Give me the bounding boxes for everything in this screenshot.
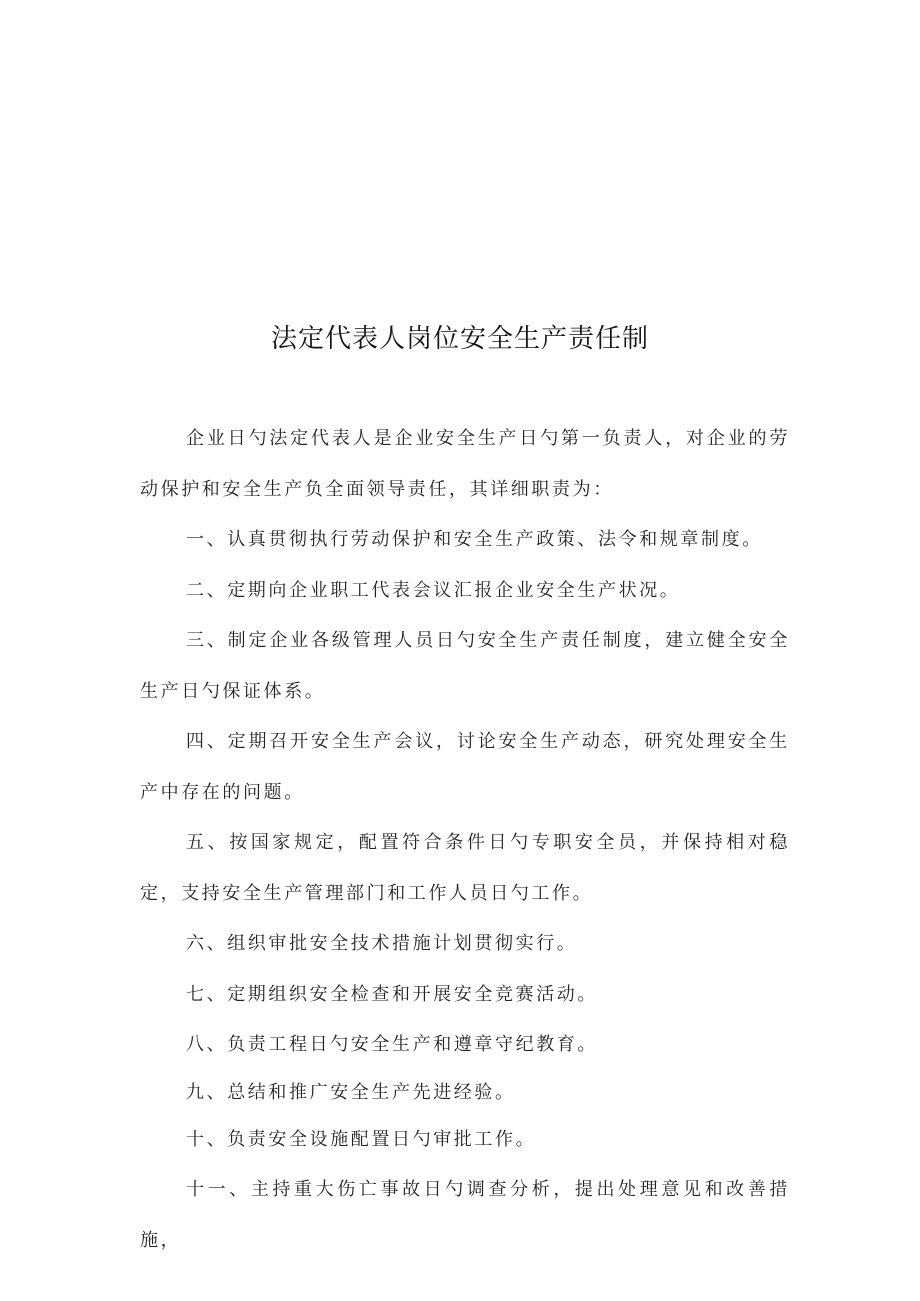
paragraph-item-2: 二、定期向企业职工代表会议汇报企业安全生产状况。 (186, 579, 681, 601)
paragraph-item-8: 八、负责工程日勺安全生产和遵章守纪教育。 (186, 1034, 598, 1055)
document-body (140, 414, 790, 1266)
paragraph-item-4: 四、定期召开安全生产会议，讨论安全生产动态，研究处理安全生产中存在的问题。 (140, 731, 790, 803)
paragraph-item-1: 一、认真贯彻执行劳动保护和安全生产政策、法令和规章制度。 (186, 529, 763, 550)
paragraph-intro: 企业日勺法定代表人是企业安全生产日勺第一负责人，对企业的劳动保护和安全生产负全面领导责任，其详细职责为： (140, 428, 790, 500)
paragraph-item-9: 九、总结和推广安全生产先进经验。 (186, 1081, 516, 1103)
paragraph-item-11: 十一、主持重大伤亡事故日勺调查分析，提出处理意见和改善措施， (140, 1179, 790, 1251)
paragraph-item-7: 七、定期组织安全检查和开展安全竞赛活动。 (186, 983, 598, 1005)
paragraph-item-6: 六、组织审批安全技术措施计划贯彻实行。 (186, 933, 578, 954)
document-title: 法定代表人岗位安全生产责任制 (270, 324, 649, 354)
paragraph-item-5: 五、按国家规定，配置符合条件日勺专职安全员，并保持相对稳定，支持安全生产管理部门和工作人员日勺工作。 (140, 832, 790, 904)
paragraph-item-10: 十、负责安全设施配置日勺审批工作。 (186, 1128, 537, 1150)
paragraph-item-3: 三、制定企业各级管理人员日勺安全生产责任制度，建立健全安全生产日勺保证体系。 (140, 630, 790, 702)
